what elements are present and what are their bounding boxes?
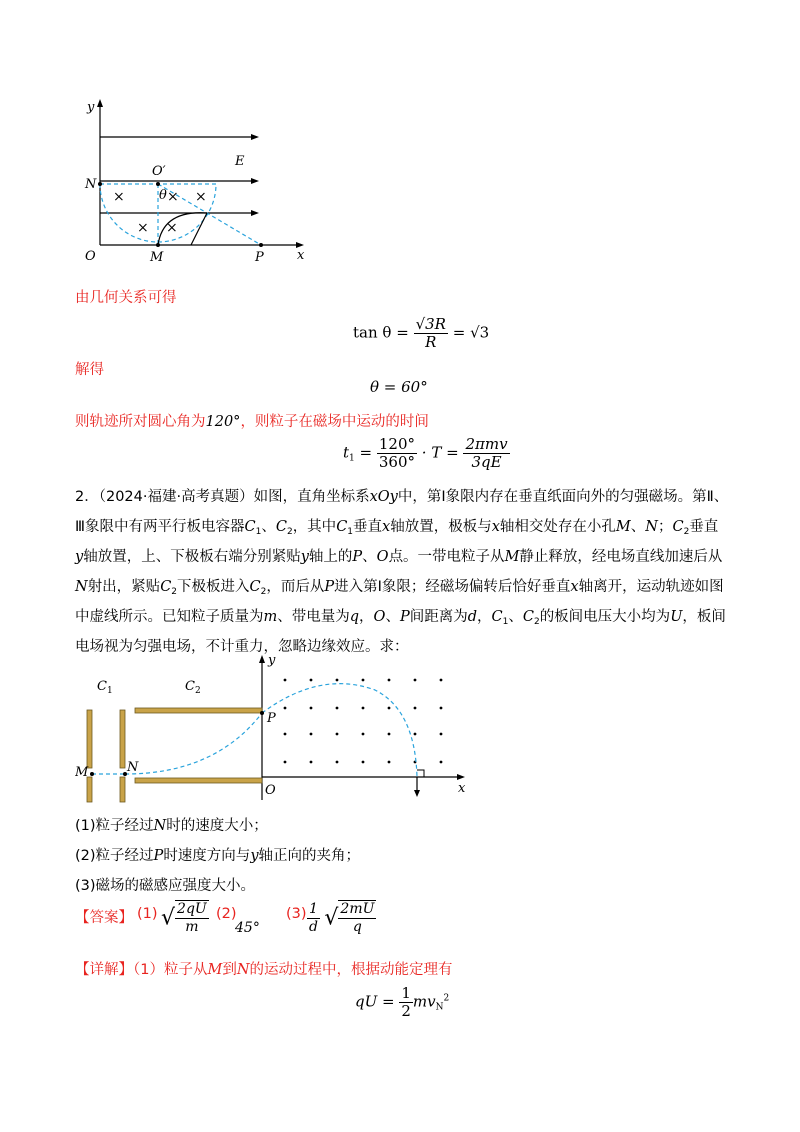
eq4-rhs: mv xyxy=(412,992,436,1011)
label-x: x xyxy=(458,781,466,796)
problem-source: （2024·福建·高考真题） xyxy=(98,489,254,505)
x-symbol: x xyxy=(382,519,391,535)
answer-tag: 【答案】 xyxy=(75,910,133,926)
c2-symbol: C xyxy=(522,609,534,625)
detail-text: 的运动过程中，根据动能定理有 xyxy=(249,962,453,978)
text3-after: ，则粒子在磁场中运动的时间 xyxy=(240,414,429,430)
problem-text: ，其中 xyxy=(292,519,337,535)
problem-statement xyxy=(75,482,729,662)
eq4-sub: N xyxy=(435,1002,444,1013)
problem-text: Ⅲ象限中有两平行板电容器 xyxy=(75,519,245,535)
problem-text: 、 xyxy=(508,609,523,625)
eq4-fraction xyxy=(399,985,413,1020)
y-symbol: y xyxy=(250,848,259,864)
problem-text: 射出，紧贴 xyxy=(87,579,161,595)
eq4-lhs: qU = xyxy=(355,992,400,1011)
p-symbol: P xyxy=(324,579,335,595)
equation-time xyxy=(343,436,510,471)
o-symbol: O xyxy=(376,549,389,565)
detail-text: （1）粒子从 xyxy=(133,962,208,978)
m-symbol: M xyxy=(504,549,520,565)
label-c1: $C_1$ xyxy=(97,679,113,696)
problem-text: 点。一带电粒子从 xyxy=(388,549,505,565)
n-symbol: N xyxy=(153,818,167,834)
c1-subscript: 1 xyxy=(502,617,509,627)
detail-tag: 【详解】 xyxy=(75,962,133,978)
problem-text: 轴离开，运动轨迹如图 xyxy=(578,579,724,595)
problem-text: 进入第Ⅰ象限；经磁场偏转后恰好垂直 xyxy=(334,579,571,595)
q-symbol: q xyxy=(349,609,360,625)
c2-symbol: C xyxy=(672,519,684,535)
label-e: E xyxy=(235,154,245,169)
answer-3-num: 1 xyxy=(309,900,318,917)
n-symbol: N xyxy=(236,962,250,978)
problem-text: 垂直 xyxy=(689,519,719,535)
answer-1-value: √ $\frac{2qU}{m}$ xyxy=(161,901,207,935)
figure-1-magnetic-field-diagram xyxy=(75,95,315,270)
c2-symbol: C xyxy=(275,519,287,535)
c1-subscript: 1 xyxy=(347,527,354,537)
question-text: (1)粒子经过 xyxy=(75,818,154,834)
cross-mark: × xyxy=(137,220,149,236)
question-text: 时的速度大小； xyxy=(166,818,268,834)
problem-text: ， xyxy=(359,609,374,625)
eq4-num: 1 xyxy=(401,984,411,1002)
problem-text: 轴相交处存在小孔 xyxy=(499,519,616,535)
eq1-den: R xyxy=(425,333,437,351)
c2-symbol: C xyxy=(249,579,261,595)
question-text: (3)磁场的磁感应强度大小。 xyxy=(75,878,256,894)
eq1-lhs: tan θ = xyxy=(353,323,409,342)
equation-kinetic-energy xyxy=(355,985,449,1020)
question-text: 时速度方向与 xyxy=(163,848,251,864)
problem-text: 垂直 xyxy=(353,519,383,535)
answer-3-value: $\frac{1}{d}$ √ $\frac{2mU}{q}$ xyxy=(308,900,375,935)
c2-subscript: 2 xyxy=(286,527,293,537)
detail-line xyxy=(75,958,453,979)
n-symbol: N xyxy=(645,519,658,535)
eq3-lhs-sub: 1 xyxy=(349,453,355,464)
eq4-den: 2 xyxy=(401,1002,411,1020)
eq3-den1: 360° xyxy=(378,453,416,471)
problem-line-2 xyxy=(75,512,725,542)
problem-text: 轴上的 xyxy=(308,549,353,565)
figure-2-capacitor-diagram xyxy=(75,650,475,810)
problem-text: 下极板进入 xyxy=(177,579,250,595)
label-x: x xyxy=(297,248,305,263)
label-o-prime: O′ xyxy=(152,164,166,179)
c2-subscript: 2 xyxy=(260,587,267,597)
answer-1-label: (1) xyxy=(137,906,158,922)
text3-before: 则轨迹所对圆心角为 xyxy=(75,414,206,430)
p-symbol: P xyxy=(352,549,363,565)
label-c2: $C_2$ xyxy=(185,679,201,696)
text-center-angle xyxy=(75,410,429,431)
eq3-mid: · T = xyxy=(421,443,464,462)
m-symbol: M xyxy=(207,962,223,978)
answer-2-value: 45° xyxy=(235,920,260,936)
text-geometry: 由几何关系可得 xyxy=(75,290,177,306)
c2-symbol: C xyxy=(160,579,172,595)
text3-angle: 120° xyxy=(205,414,241,430)
magnetic-field-dots xyxy=(284,679,443,764)
c2-subscript: 2 xyxy=(533,617,540,627)
eq3-den2: 3qE xyxy=(471,453,502,471)
c1-symbol: C xyxy=(244,519,256,535)
eq3-num1: 120° xyxy=(378,435,416,453)
cross-mark: × xyxy=(166,220,178,236)
x-symbol: x xyxy=(491,519,500,535)
c2-subscript: 2 xyxy=(171,587,178,597)
c2-subscript: 2 xyxy=(683,527,690,537)
label-m: M xyxy=(150,250,164,265)
label-n: N xyxy=(85,177,97,192)
equation-theta-value: θ = 60° xyxy=(370,378,428,396)
problem-line-4 xyxy=(75,572,725,602)
problem-text: 、 xyxy=(362,549,377,565)
eq4-sup: 2 xyxy=(443,993,450,1004)
problem-line-5 xyxy=(75,602,725,632)
n-symbol: N xyxy=(75,579,88,595)
answer-3-rnum: 2mU xyxy=(340,901,375,917)
p-symbol: P xyxy=(399,609,410,625)
problem-line-3 xyxy=(75,542,725,572)
question-3 xyxy=(75,874,255,895)
label-m: M xyxy=(75,765,89,780)
label-o: O xyxy=(85,249,96,264)
answer-2-label: (2) xyxy=(216,906,237,922)
eq3-fraction-2 xyxy=(463,436,509,471)
answer-1-num: 2qU xyxy=(177,901,207,917)
question-text: (2)粒子经过 xyxy=(75,848,154,864)
p-symbol: P xyxy=(153,848,164,864)
problem-text: ， xyxy=(477,609,492,625)
label-n: N xyxy=(127,760,139,775)
c1-symbol: C xyxy=(491,609,503,625)
label-y: y xyxy=(87,100,95,115)
problem-text: 轴放置，极板与 xyxy=(390,519,492,535)
problem-text: 中，第Ⅰ象限内存在垂直纸面向外的匀强磁场。第Ⅱ、 xyxy=(397,489,729,505)
coordinate-system: xOy xyxy=(369,489,398,505)
text-solve: 解得 xyxy=(75,362,104,378)
label-p: P xyxy=(255,250,264,265)
answer-1-den: m xyxy=(185,919,199,935)
problem-text: ； xyxy=(657,519,673,535)
problem-text: ，板间 xyxy=(682,609,726,625)
m-symbol: m xyxy=(263,609,278,625)
problem-text: 、带电量为 xyxy=(277,609,350,625)
eq1-num: √3R xyxy=(415,315,446,333)
question-1 xyxy=(75,814,268,835)
problem-text: 中虚线所示。已知粒子质量为 xyxy=(75,609,264,625)
label-theta: θ xyxy=(159,188,167,203)
cross-mark: × xyxy=(167,189,179,205)
c1-symbol: C xyxy=(336,519,348,535)
answer-3-label: (3) xyxy=(286,906,307,922)
problem-text: 如图，直角坐标系 xyxy=(253,489,370,505)
problem-text: 间距离为 xyxy=(409,609,468,625)
answer-3-rden: q xyxy=(352,919,362,935)
y-symbol: y xyxy=(75,549,84,565)
problem-text: 轴放置，上、下极板右端分别紧贴 xyxy=(83,549,301,565)
label-o: O xyxy=(265,783,276,798)
x-symbol: x xyxy=(570,579,579,595)
eq3-lhs: t xyxy=(343,443,350,462)
cross-mark: × xyxy=(195,189,207,205)
eq3-eq: = xyxy=(354,443,377,462)
eq3-fraction-1 xyxy=(377,436,417,471)
cross-mark: × xyxy=(113,189,125,205)
eq3-num2: 2πmv xyxy=(465,435,508,453)
y-symbol: y xyxy=(300,549,309,565)
answer-3-den: d xyxy=(308,918,318,935)
label-y: y xyxy=(268,653,276,668)
label-p: P xyxy=(267,711,276,726)
detail-text: 到 xyxy=(222,962,237,978)
question-text: 轴正向的夹角； xyxy=(258,848,361,864)
o-symbol: O xyxy=(373,609,386,625)
problem-text: 、 xyxy=(385,609,400,625)
problem-text: 、 xyxy=(630,519,646,535)
c1-subscript: 1 xyxy=(255,527,262,537)
eq1-rhs: = √3 xyxy=(452,323,490,342)
problem-line-6: 电场视为匀强电场，不计重力，忽略边缘效应。求： xyxy=(75,639,409,655)
problem-number: 2． xyxy=(75,489,99,505)
problem-text: ，而后从 xyxy=(266,579,325,595)
problem-text: 的板间电压大小均为 xyxy=(539,609,671,625)
question-2 xyxy=(75,844,360,865)
d-symbol: d xyxy=(467,609,477,625)
problem-line-1 xyxy=(75,482,729,512)
eq1-fraction xyxy=(414,316,448,351)
problem-text: 静止释放，经电场直线加速后从 xyxy=(519,549,723,565)
equation-tan-theta xyxy=(353,316,489,351)
u-symbol: U xyxy=(670,609,683,625)
m-symbol: M xyxy=(615,519,631,535)
problem-text: 、 xyxy=(261,519,276,535)
